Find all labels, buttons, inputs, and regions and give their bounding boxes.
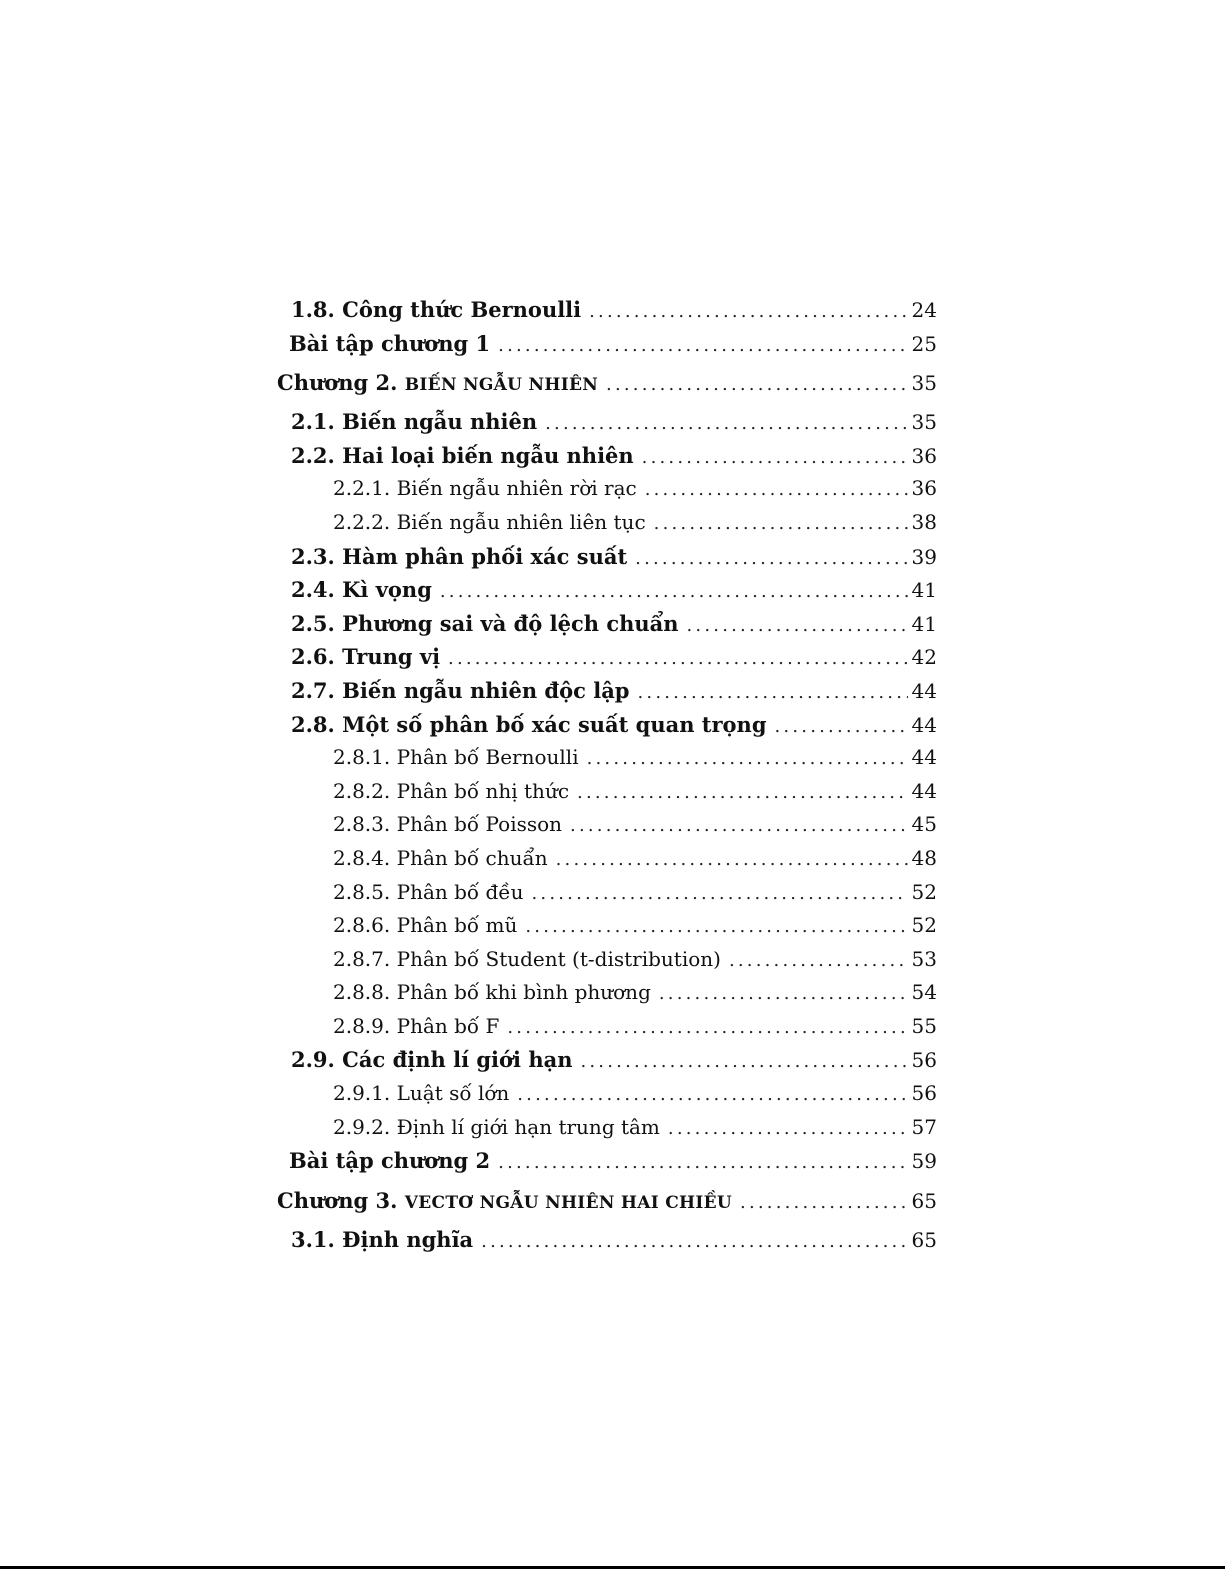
dot-leader [635, 542, 907, 576]
toc-entry-chapter[interactable] [277, 1178, 937, 1223]
toc-entry-number: 2.8.4. [333, 845, 391, 870]
dot-leader [580, 1045, 907, 1079]
toc-entry-label [291, 573, 432, 607]
toc-entry-label [333, 909, 517, 943]
toc-entry-title: Biến ngẫu nhiên [342, 409, 538, 435]
toc-entry-sub[interactable] [277, 909, 937, 943]
chapter-title: VECTƠ NGẪU NHIÊN HAI CHIỀU [404, 1192, 733, 1213]
toc-entry-label [291, 540, 627, 574]
dot-leader [606, 362, 908, 407]
toc-entry-title: Định lí giới hạn trung tâm [396, 1114, 660, 1139]
dot-leader [654, 507, 908, 541]
dot-leader [498, 1146, 907, 1180]
toc-entry-label [333, 506, 646, 540]
toc-entry-title: Hai loại biến ngẫu nhiên [342, 442, 634, 468]
toc-entry-page-number: 44 [911, 712, 937, 737]
toc-entry-number: 2.2.2. [333, 509, 391, 534]
dot-leader [642, 441, 908, 475]
toc-entry-page-number: 44 [911, 678, 937, 703]
toc-entry-page-number: 44 [911, 745, 937, 770]
toc-entry-number: 2.8. [291, 711, 335, 737]
toc-entry-number: 2.9. [291, 1047, 335, 1073]
toc-entry-label [333, 842, 548, 876]
toc-entry-page-number: 24 [911, 298, 937, 322]
dot-leader [589, 295, 907, 329]
toc-entry-title: Biến ngẫu nhiên liên tục [396, 509, 646, 534]
dot-leader [440, 575, 908, 609]
dot-leader [740, 1180, 908, 1225]
toc-entry-sub[interactable] [277, 472, 937, 506]
toc-entry-number: 2.3. [291, 543, 335, 569]
toc-entry-exercise[interactable] [277, 327, 937, 361]
toc-entry-title: Kì vọng [342, 577, 432, 603]
toc-entry-number: 2.9.2. [333, 1114, 391, 1139]
dot-leader [687, 609, 908, 643]
toc-entry-title: Bài tập chương 1 [289, 330, 491, 356]
toc-entry-label [333, 741, 579, 775]
toc-entry-number: 2.2.1. [333, 476, 391, 501]
toc-entry-label [333, 976, 651, 1010]
toc-entry-number: 2.2. [291, 442, 335, 468]
dot-leader [448, 642, 908, 676]
toc-entry-title: Định nghĩa [342, 1226, 474, 1252]
toc-entry-label [333, 775, 569, 809]
dot-leader [570, 809, 908, 843]
toc-entry-page-number: 57 [911, 1114, 937, 1139]
toc-entry-label [291, 607, 679, 641]
toc-entry-page-number: 56 [911, 1081, 937, 1106]
toc-entry-page-number: 53 [911, 946, 937, 971]
toc-entry-title: Phân bố mũ [396, 913, 518, 938]
toc-entry-title: Biến ngẫu nhiên độc lập [342, 677, 630, 703]
toc-entry-title: Phân bố nhị thức [396, 778, 570, 803]
table-of-contents [277, 293, 937, 1256]
toc-entry-page-number: 59 [911, 1149, 937, 1174]
dot-leader [729, 944, 908, 978]
toc-entry-page-number: 38 [911, 509, 937, 534]
toc-entry-label [333, 1077, 509, 1111]
toc-entry-title: Luật số lớn [396, 1081, 510, 1106]
toc-entry-label [291, 439, 634, 473]
toc-entry-number: 2.8.7. [333, 946, 391, 971]
toc-entry-title: Một số phân bố xác suất quan trọng [342, 711, 767, 737]
toc-entry-section[interactable] [277, 607, 937, 641]
toc-entry-sub[interactable] [277, 741, 937, 775]
toc-entry-page-number: 35 [911, 371, 937, 396]
toc-entry-page-number: 65 [911, 1188, 937, 1213]
toc-entry-section[interactable] [277, 1223, 937, 1257]
toc-entry-label [291, 708, 767, 742]
toc-entry-title: Hàm phân phối xác suất [342, 543, 628, 569]
dot-leader [638, 676, 908, 710]
toc-entry-sub[interactable] [277, 808, 937, 842]
toc-entry-number: 1.8. [291, 297, 335, 322]
toc-entry-page-number: 36 [911, 443, 937, 468]
toc-entry-number: 2.8.2. [333, 778, 391, 803]
toc-entry-title: Bài tập chương 2 [289, 1148, 491, 1174]
toc-entry-sub[interactable] [277, 976, 937, 1010]
dot-leader [775, 710, 908, 744]
toc-entry-section[interactable] [277, 293, 937, 327]
toc-entry-title: Phương sai và độ lệch chuẩn [342, 610, 679, 636]
toc-entry-label [277, 360, 598, 408]
toc-entry-section[interactable] [277, 708, 937, 742]
toc-entry-page-number: 25 [911, 331, 937, 356]
toc-entry-sub[interactable] [277, 506, 937, 540]
chapter-number: Chương 3. [277, 1187, 398, 1213]
toc-entry-number: 2.8.3. [333, 812, 391, 837]
chapter-title: BIẾN NGẪU NHIÊN [404, 375, 599, 396]
toc-entry-number: 2.8.8. [333, 980, 391, 1005]
toc-entry-sub[interactable] [277, 775, 937, 809]
toc-entry-section[interactable] [277, 405, 937, 439]
dot-leader [545, 407, 907, 441]
toc-entry-title: Các định lí giới hạn [342, 1047, 573, 1073]
toc-entry-number: 2.8.9. [333, 1013, 391, 1038]
toc-entry-number: 2.8.6. [333, 913, 391, 938]
toc-entry-label [333, 943, 721, 977]
toc-entry-section[interactable] [277, 573, 937, 607]
toc-entry-label [291, 1043, 572, 1077]
dot-leader [587, 742, 908, 776]
toc-entry-page-number: 48 [911, 845, 937, 870]
toc-entry-title: Phân bố Bernoulli [396, 745, 579, 770]
dot-leader [498, 329, 907, 363]
chapter-number: Chương 2. [277, 370, 398, 396]
toc-entry-number: 2.8.5. [333, 879, 391, 904]
toc-entry-page-number: 56 [911, 1048, 937, 1073]
toc-entry-number: 2.6. [291, 644, 335, 670]
page-bottom-band [0, 1569, 1225, 1585]
toc-entry-page-number: 55 [911, 1013, 937, 1038]
dot-leader [659, 977, 908, 1011]
toc-entry-page-number: 45 [911, 812, 937, 837]
toc-entry-label [333, 808, 562, 842]
dot-leader [668, 1112, 908, 1146]
toc-entry-sub[interactable] [277, 1010, 937, 1044]
toc-entry-title: Trung vị [342, 644, 441, 670]
toc-entry-title: Công thức Bernoulli [342, 297, 582, 322]
toc-entry-number: 2.4. [291, 577, 335, 603]
toc-entry-sub[interactable] [277, 1077, 937, 1111]
toc-entry-label [291, 1223, 473, 1257]
toc-entry-page-number: 44 [911, 778, 937, 803]
dot-leader [517, 1078, 907, 1112]
toc-entry-page-number: 35 [911, 410, 937, 435]
toc-entry-title: Phân bố F [396, 1013, 500, 1038]
dot-leader [532, 877, 908, 911]
toc-entry-label [289, 327, 490, 361]
toc-entry-label [289, 1144, 490, 1178]
toc-entry-title: Biến ngẫu nhiên rời rạc [396, 476, 637, 501]
toc-entry-label [291, 405, 537, 439]
toc-entry-section[interactable] [277, 640, 937, 674]
toc-entry-page-number: 65 [911, 1227, 937, 1252]
toc-entry-number: 2.7. [291, 677, 335, 703]
toc-entry-page-number: 42 [911, 645, 937, 670]
dot-leader [481, 1225, 907, 1259]
toc-entry-label [291, 293, 581, 327]
toc-entry-section[interactable] [277, 439, 937, 473]
toc-entry-label [291, 640, 440, 674]
toc-entry-label [333, 1010, 499, 1044]
toc-entry-label [277, 1178, 732, 1226]
toc-entry-page-number: 39 [911, 544, 937, 569]
toc-entry-page-number: 54 [911, 980, 937, 1005]
toc-entry-page-number: 52 [911, 913, 937, 938]
toc-entry-number: 2.9.1. [333, 1081, 391, 1106]
toc-entry-label [333, 472, 637, 506]
dot-leader [525, 910, 907, 944]
toc-entry-number: 2.8.1. [333, 745, 391, 770]
toc-entry-label [333, 1111, 660, 1145]
toc-entry-number: 2.5. [291, 610, 335, 636]
toc-entry-page-number: 36 [911, 476, 937, 501]
dot-leader [507, 1011, 907, 1045]
toc-entry-section[interactable] [277, 1043, 937, 1077]
toc-entry-exercise[interactable] [277, 1144, 937, 1178]
toc-entry-section[interactable] [277, 540, 937, 574]
toc-entry-page-number: 41 [911, 611, 937, 636]
toc-entry-title: Phân bố khi bình phương [396, 980, 651, 1005]
toc-entry-number: 3.1. [291, 1226, 335, 1252]
toc-entry-sub[interactable] [277, 876, 937, 910]
toc-entry-title: Phân bố chuẩn [396, 845, 548, 870]
toc-entry-sub[interactable] [277, 842, 937, 876]
toc-entry-page-number: 52 [911, 879, 937, 904]
toc-entry-sub[interactable] [277, 1111, 937, 1145]
toc-entry-sub[interactable] [277, 943, 937, 977]
toc-entry-label [291, 674, 630, 708]
toc-entry-label [333, 876, 524, 910]
dot-leader [556, 843, 908, 877]
toc-entry-title: Phân bố đều [396, 879, 524, 904]
toc-entry-title: Phân bố Student (t-distribution) [396, 946, 721, 971]
toc-entry-section[interactable] [277, 674, 937, 708]
toc-entry-page-number: 41 [911, 578, 937, 603]
dot-leader [577, 776, 908, 810]
toc-entry-title: Phân bố Poisson [396, 812, 563, 837]
toc-entry-number: 2.1. [291, 409, 335, 435]
toc-entry-chapter[interactable] [277, 360, 937, 405]
dot-leader [645, 473, 908, 507]
